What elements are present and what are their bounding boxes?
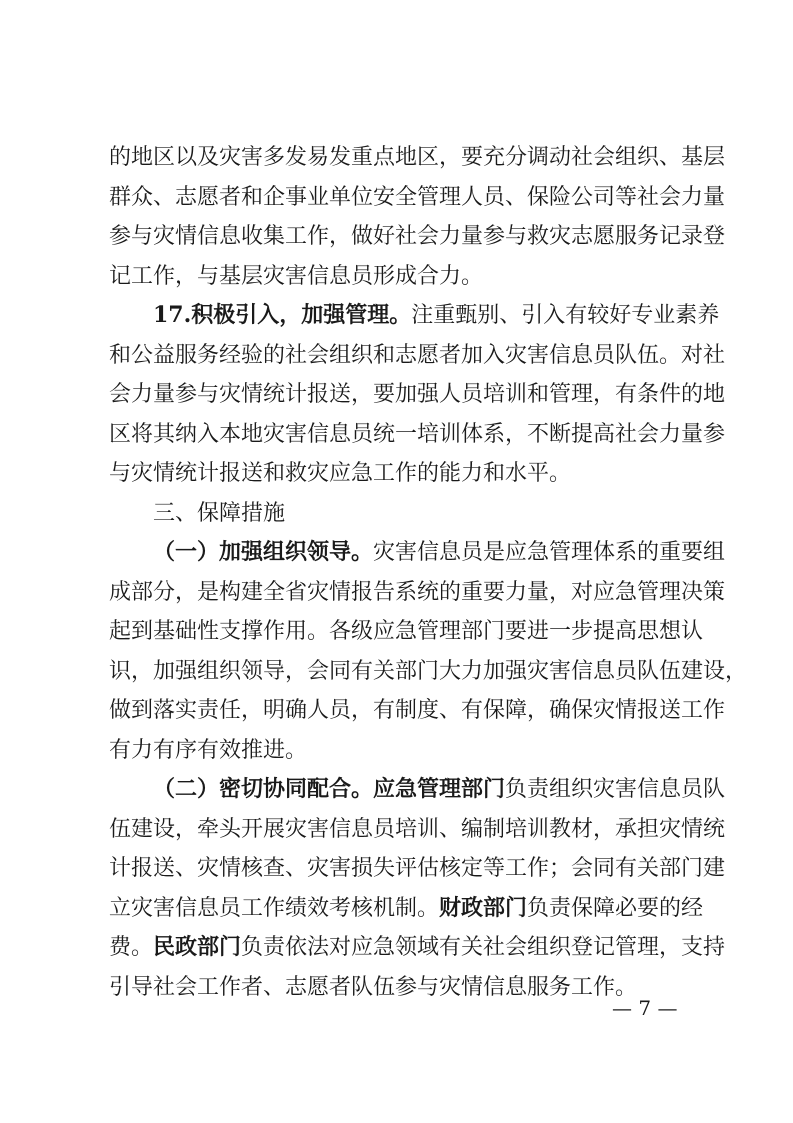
paragraph-first-line <box>109 296 720 336</box>
text-run: 灾害信息员是应急管理体系的重要组 <box>373 540 726 565</box>
text-line: 群众、志愿者和企事业单位安全管理人员、保险公司等社会力量 <box>109 184 726 210</box>
text-line: 记工作，与基层灾害信息员形成合力。 <box>109 263 484 289</box>
text-line: 与灾情统计报送和救灾应急工作的能力和水平。 <box>109 461 572 486</box>
text-line: 计报送、灾情核查、灾害损失评估核定等工作；会同有关部门建 <box>109 856 726 881</box>
text-line: 识，加强组织领导，会同有关部门大力加强灾害信息员队伍建设， <box>109 658 748 684</box>
text-line <box>109 928 726 968</box>
page-number: — 7 — <box>612 996 678 1020</box>
section-lead: （二）密切协同配合。 <box>153 776 374 802</box>
text-line: 区将其纳入本地灾害信息员统一培训体系，不断提高社会力量参 <box>109 421 726 447</box>
text-line: 做到落实责任，明确人员，有制度、有保障，确保灾情报送工作 <box>109 698 726 723</box>
text-line: 有力有序有效推进。 <box>109 737 308 763</box>
text-line: 的地区以及灾害多发易发重点地区，要充分调动社会组织、基层 <box>109 145 726 170</box>
text-run: 负责保障必要的经 <box>527 895 704 921</box>
text-line: 会力量参与灾情统计报送，要加强人员培训和管理，有条件的地 <box>109 382 726 407</box>
text-line: 参与灾情信息收集工作，做好社会力量参与救灾志愿服务记录登 <box>109 224 726 249</box>
text-run: 注重甄别、引入有较好专业素养 <box>411 303 720 328</box>
department-name: 财政部门 <box>439 894 528 921</box>
paragraph-first-line <box>109 533 726 573</box>
document-body <box>109 138 748 1007</box>
text-line <box>109 889 704 929</box>
text-line: 引导社会工作者、志愿者队伍参与灾情信息服务工作。 <box>109 974 638 1000</box>
text-line: 起到基础性支撑作用。各级应急管理部门要进一步提高思想认 <box>109 619 704 644</box>
text-run: 负责依法对应急领域有关社会组织登记管理，支持 <box>241 935 726 960</box>
text-line: 成部分，是构建全省灾情报告系统的重要力量，对应急管理决策 <box>109 579 726 605</box>
text-run: 负责组织灾害信息员队 <box>505 777 726 802</box>
department-name: 民政部门 <box>153 934 242 960</box>
text-run: 费。 <box>109 935 154 960</box>
paragraph-first-line <box>109 770 726 810</box>
text-line: 和公益服务经验的社会组织和志愿者加入灾害信息员队伍。对社 <box>109 342 726 368</box>
section-heading: 三、保障措施 <box>153 500 286 526</box>
text-line: 伍建设，牵头开展灾害信息员培训、编制培训教材，承担灾情统 <box>109 816 726 842</box>
section-lead: （一）加强组织领导。 <box>153 539 374 565</box>
text-run: 立灾害信息员工作绩效考核机制。 <box>109 895 440 921</box>
department-name: 应急管理部门 <box>373 776 506 802</box>
section-lead: 17.积极引入，加强管理。 <box>153 302 412 328</box>
